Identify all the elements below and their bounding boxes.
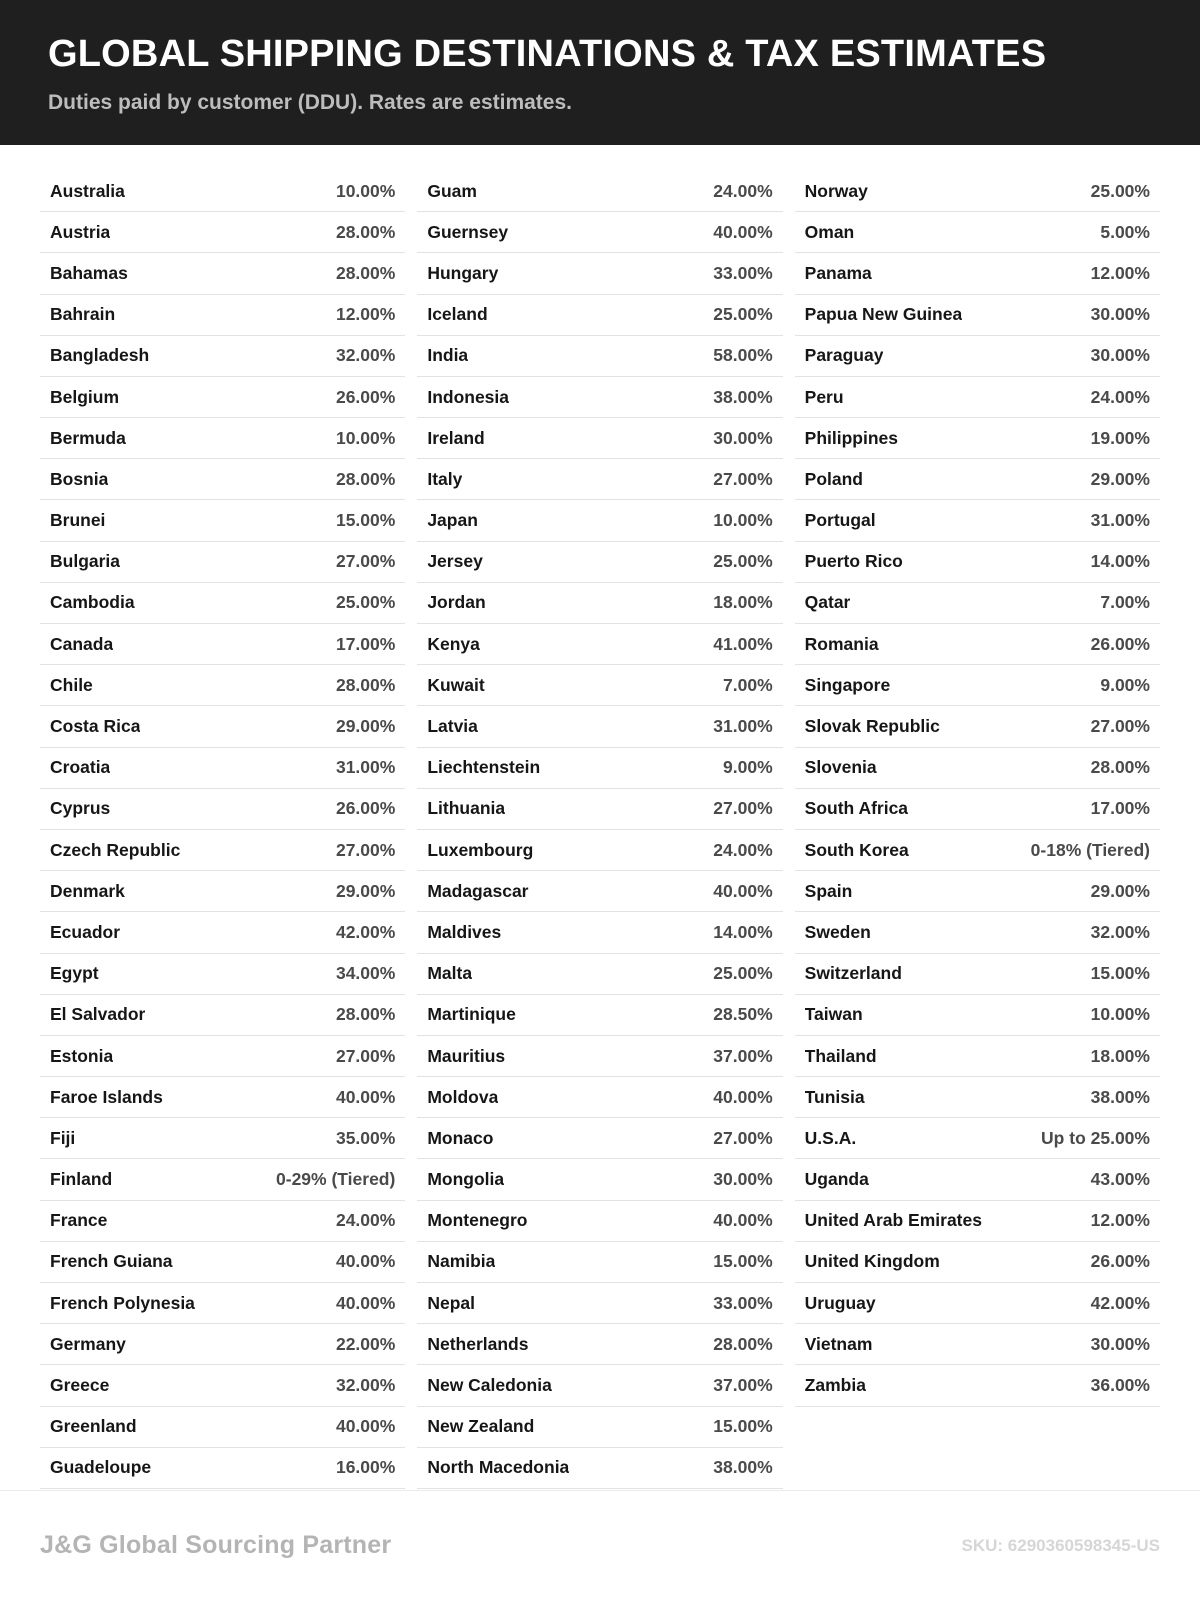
table-row: [417, 377, 782, 418]
table-row: [417, 253, 782, 294]
tax-rate-value: 29.00%: [335, 880, 396, 901]
tax-rate-value: 28.00%: [335, 1004, 396, 1025]
country-name: New Zealand: [427, 1416, 535, 1437]
tax-rate-value: 58.00%: [713, 345, 773, 366]
table-row: [417, 830, 782, 871]
table-row: [40, 830, 405, 871]
tax-rate-value: 10.00%: [335, 180, 396, 201]
country-name: Panama: [804, 262, 872, 283]
tax-rate-value: 19.00%: [1090, 427, 1150, 448]
table-row: [417, 1324, 782, 1365]
country-name: Finland: [50, 1169, 113, 1190]
table-row: [795, 954, 1160, 995]
tax-rate-value: 29.00%: [1090, 880, 1150, 901]
tax-rate-value: 26.00%: [1090, 633, 1150, 654]
country-name: India: [427, 345, 469, 366]
tax-rate-value: 26.00%: [335, 386, 396, 407]
tax-rate-value: 12.00%: [1090, 262, 1150, 283]
table-row: [40, 542, 405, 583]
table-row: [417, 1036, 782, 1077]
country-name: Netherlands: [427, 1333, 529, 1354]
tax-rate-value: 26.00%: [1090, 1251, 1150, 1272]
table-row: [417, 212, 782, 253]
country-name: Hungary: [427, 262, 499, 283]
country-name: Romania: [804, 633, 879, 654]
tax-rate-value: 40.00%: [713, 880, 773, 901]
country-name: Croatia: [50, 757, 111, 778]
tax-rate-value: 18.00%: [1090, 1045, 1150, 1066]
table-row: [40, 1159, 405, 1200]
country-name: Monaco: [427, 1127, 494, 1148]
table-row: [40, 1283, 405, 1324]
country-name: Puerto Rico: [804, 551, 903, 572]
tax-rate-value: 32.00%: [335, 345, 396, 366]
page-header: [0, 0, 1200, 145]
rates-column: [40, 171, 405, 1489]
country-name: Bermuda: [50, 427, 126, 448]
table-row: [795, 624, 1160, 665]
tax-rate-value: 27.00%: [713, 798, 773, 819]
tax-rate-value: 40.00%: [335, 1292, 396, 1313]
country-name: French Guiana: [50, 1251, 173, 1272]
tax-rate-value: 9.00%: [723, 757, 773, 778]
tax-rate-value: 34.00%: [335, 963, 396, 984]
country-name: Malta: [427, 963, 473, 984]
country-name: Kenya: [427, 633, 480, 654]
country-name: Ireland: [427, 427, 485, 448]
country-name: Madagascar: [427, 880, 529, 901]
tax-rate-value: 28.00%: [1090, 757, 1150, 778]
tax-rate-value: 14.00%: [1090, 551, 1150, 572]
table-row: [40, 1201, 405, 1242]
table-row: [417, 171, 782, 212]
country-name: Guam: [427, 180, 477, 201]
country-name: El Salvador: [50, 1004, 146, 1025]
tax-rate-value: 15.00%: [713, 1251, 773, 1272]
tax-rate-value: 38.00%: [713, 1457, 773, 1478]
page-footer: [0, 1490, 1200, 1600]
country-name: Belgium: [50, 386, 120, 407]
table-row: [795, 253, 1160, 294]
country-name: Oman: [804, 221, 855, 242]
country-name: Egypt: [50, 963, 99, 984]
country-name: Germany: [50, 1333, 126, 1354]
country-name: Slovak Republic: [804, 716, 940, 737]
tax-rate-value: 28.00%: [335, 674, 396, 695]
country-name: U.S.A.: [804, 1127, 857, 1148]
table-row: [40, 995, 405, 1036]
country-name: Australia: [50, 180, 125, 201]
country-name: Papua New Guinea: [804, 304, 963, 325]
tax-rate-value: 37.00%: [713, 1375, 773, 1396]
page-title: GLOBAL SHIPPING DESTINATIONS & TAX ESTIMATES: [48, 33, 1047, 75]
country-name: Taiwan: [804, 1004, 863, 1025]
tax-rate-value: 28.00%: [713, 1333, 773, 1354]
tax-rate-value: 38.00%: [713, 386, 773, 407]
tax-rate-value: 28.00%: [335, 221, 396, 242]
rates-main: [0, 145, 1200, 1600]
table-row: [417, 789, 782, 830]
tax-rate-value: 33.00%: [713, 262, 773, 283]
table-row: [795, 665, 1160, 706]
table-row: [417, 954, 782, 995]
tax-rate-value: 40.00%: [335, 1251, 396, 1272]
table-row: [40, 912, 405, 953]
country-name: Uruguay: [804, 1292, 876, 1313]
table-row: [417, 706, 782, 747]
country-name: Mauritius: [427, 1045, 506, 1066]
country-name: Namibia: [427, 1251, 496, 1272]
country-name: Guernsey: [427, 221, 509, 242]
table-row: [795, 1283, 1160, 1324]
table-row: [417, 1159, 782, 1200]
country-name: Martinique: [427, 1004, 516, 1025]
tax-rate-value: 17.00%: [335, 633, 396, 654]
table-row: [417, 665, 782, 706]
table-row: [40, 624, 405, 665]
country-name: Portugal: [804, 510, 876, 531]
tax-rate-value: 24.00%: [713, 180, 773, 201]
table-row: [795, 459, 1160, 500]
tax-rate-value: 27.00%: [335, 839, 396, 860]
tax-rate-value: 40.00%: [713, 221, 773, 242]
tax-rate-value: 32.00%: [1090, 921, 1150, 942]
country-name: Austria: [50, 221, 111, 242]
table-row: [417, 459, 782, 500]
tax-rate-value: 10.00%: [1090, 1004, 1150, 1025]
country-name: Montenegro: [427, 1210, 528, 1231]
tax-rate-value: 42.00%: [1090, 1292, 1150, 1313]
country-name: Chile: [50, 674, 93, 695]
table-row: [795, 1242, 1160, 1283]
country-name: Jersey: [427, 551, 483, 572]
country-name: Singapore: [804, 674, 891, 695]
country-name: Faroe Islands: [50, 1086, 163, 1107]
country-name: Mongolia: [427, 1169, 505, 1190]
country-name: Uganda: [804, 1169, 869, 1190]
table-row: [795, 706, 1160, 747]
table-row: [795, 789, 1160, 830]
tax-rate-value: 24.00%: [335, 1210, 396, 1231]
tax-rate-value: 36.00%: [1090, 1375, 1150, 1396]
tax-rate-value: 27.00%: [335, 1045, 396, 1066]
table-row: [417, 1201, 782, 1242]
tax-rate-value: 42.00%: [335, 921, 396, 942]
country-name: Estonia: [50, 1045, 114, 1066]
table-row: [795, 542, 1160, 583]
tax-rate-value: 30.00%: [1090, 345, 1150, 366]
table-row: [417, 1448, 782, 1489]
tax-rate-value: 31.00%: [335, 757, 396, 778]
table-row: [40, 1365, 405, 1406]
tax-rate-value: 30.00%: [1090, 304, 1150, 325]
tax-rate-value: 29.00%: [335, 716, 396, 737]
country-name: Iceland: [427, 304, 488, 325]
table-row: [40, 459, 405, 500]
table-row: [795, 295, 1160, 336]
tax-rate-value: 12.00%: [1090, 1210, 1150, 1231]
table-row: [795, 171, 1160, 212]
table-row: [417, 995, 782, 1036]
country-name: Thailand: [804, 1045, 877, 1066]
country-name: Bangladesh: [50, 345, 150, 366]
country-name: Spain: [804, 880, 853, 901]
tax-rate-value: 27.00%: [1090, 716, 1150, 737]
table-row: [417, 1365, 782, 1406]
table-row: [40, 871, 405, 912]
table-row: [40, 500, 405, 541]
tax-rate-value: 26.00%: [335, 798, 396, 819]
table-row: [795, 1036, 1160, 1077]
tax-rate-value: 30.00%: [713, 427, 773, 448]
tax-rate-value: 29.00%: [1090, 468, 1150, 489]
page-subtitle: Duties paid by customer (DDU). Rates are estimates.: [48, 90, 572, 114]
country-name: Cambodia: [50, 592, 135, 613]
tax-rate-value: 9.00%: [1100, 674, 1150, 695]
table-row: [417, 748, 782, 789]
country-name: Cyprus: [50, 798, 111, 819]
country-name: Brunei: [50, 510, 106, 531]
country-name: Kuwait: [427, 674, 485, 695]
country-name: North Macedonia: [427, 1457, 570, 1478]
country-name: Qatar: [804, 592, 851, 613]
table-row: [40, 748, 405, 789]
table-row: [795, 212, 1160, 253]
country-name: Bosnia: [50, 468, 109, 489]
country-name: Switzerland: [804, 963, 902, 984]
country-name: Canada: [50, 633, 114, 654]
tax-rate-value: 10.00%: [335, 427, 396, 448]
table-row: [795, 1118, 1160, 1159]
table-row: [417, 1283, 782, 1324]
tax-rate-value: 43.00%: [1090, 1169, 1150, 1190]
country-name: Nepal: [427, 1292, 475, 1313]
country-name: Italy: [427, 468, 463, 489]
rates-columns: [40, 171, 1160, 1489]
table-row: [417, 1407, 782, 1448]
table-row: [795, 1324, 1160, 1365]
country-name: Zambia: [804, 1375, 866, 1396]
table-row: [40, 418, 405, 459]
table-row: [795, 995, 1160, 1036]
country-name: Vietnam: [804, 1333, 873, 1354]
tax-rate-value: 27.00%: [713, 468, 773, 489]
country-name: Latvia: [427, 716, 478, 737]
tax-rate-value: 40.00%: [335, 1086, 396, 1107]
table-row: [795, 1201, 1160, 1242]
table-row: [40, 336, 405, 377]
table-row: [795, 1365, 1160, 1406]
table-row: [417, 1118, 782, 1159]
table-row: [40, 665, 405, 706]
table-row: [417, 1077, 782, 1118]
table-row: [40, 1077, 405, 1118]
country-name: Japan: [427, 510, 478, 531]
tax-rate-value: 35.00%: [335, 1127, 396, 1148]
tax-rate-value: 15.00%: [1090, 963, 1150, 984]
table-row: [795, 1077, 1160, 1118]
tax-rate-value: 27.00%: [335, 551, 396, 572]
tax-rate-value: Up to 25.00%: [1041, 1127, 1150, 1148]
table-row: [417, 295, 782, 336]
table-row: [40, 1448, 405, 1489]
tax-rate-value: 15.00%: [713, 1416, 773, 1437]
tax-rate-value: 28.50%: [713, 1004, 773, 1025]
table-row: [40, 954, 405, 995]
tax-rate-value: 24.00%: [713, 839, 773, 860]
table-row: [40, 295, 405, 336]
table-row: [795, 871, 1160, 912]
tax-rate-value: 28.00%: [335, 468, 396, 489]
table-row: [417, 500, 782, 541]
table-row: [795, 377, 1160, 418]
country-name: Ecuador: [50, 921, 121, 942]
tax-rate-value: 25.00%: [335, 592, 396, 613]
tax-rate-value: 24.00%: [1090, 386, 1150, 407]
table-row: [417, 336, 782, 377]
tax-rate-value: 22.00%: [335, 1333, 396, 1354]
table-row: [795, 912, 1160, 953]
tax-rate-value: 16.00%: [335, 1457, 396, 1478]
footer-brand: J&G Global Sourcing Partner: [40, 1531, 392, 1559]
table-row: [40, 1036, 405, 1077]
country-name: Liechtenstein: [427, 757, 541, 778]
table-row: [417, 912, 782, 953]
country-name: United Arab Emirates: [804, 1210, 982, 1231]
country-name: Poland: [804, 468, 863, 489]
tax-rate-value: 31.00%: [713, 716, 773, 737]
table-row: [795, 1159, 1160, 1200]
tax-rate-value: 33.00%: [713, 1292, 773, 1313]
table-row: [795, 500, 1160, 541]
tax-rate-value: 25.00%: [713, 963, 773, 984]
table-row: [795, 336, 1160, 377]
rates-column: [417, 171, 782, 1489]
table-row: [40, 253, 405, 294]
table-row: [40, 1118, 405, 1159]
country-name: United Kingdom: [804, 1251, 940, 1272]
tax-rate-value: 40.00%: [335, 1416, 396, 1437]
country-name: Maldives: [427, 921, 502, 942]
table-row: [417, 583, 782, 624]
table-row: [40, 377, 405, 418]
table-row: [40, 1242, 405, 1283]
country-name: French Polynesia: [50, 1292, 195, 1313]
table-row: [40, 1407, 405, 1448]
table-row: [417, 1242, 782, 1283]
table-row: [795, 583, 1160, 624]
country-name: South Korea: [804, 839, 909, 860]
table-row: [40, 1324, 405, 1365]
table-row: [417, 871, 782, 912]
tax-rate-value: 38.00%: [1090, 1086, 1150, 1107]
tax-rate-value: 30.00%: [713, 1169, 773, 1190]
country-name: Sweden: [804, 921, 871, 942]
country-name: Bulgaria: [50, 551, 121, 572]
footer-sku: SKU: 6290360598345-US: [961, 1535, 1160, 1555]
country-name: Bahrain: [50, 304, 116, 325]
tax-rate-value: 37.00%: [713, 1045, 773, 1066]
tax-rate-value: 0-18% (Tiered): [1030, 839, 1150, 860]
tax-rate-value: 28.00%: [335, 262, 396, 283]
tax-rate-value: 5.00%: [1100, 221, 1150, 242]
country-name: Norway: [804, 180, 868, 201]
tax-rate-value: 18.00%: [713, 592, 773, 613]
country-name: Paraguay: [804, 345, 884, 366]
table-row: [40, 789, 405, 830]
country-name: New Caledonia: [427, 1375, 552, 1396]
country-name: Greenland: [50, 1416, 137, 1437]
country-name: Philippines: [804, 427, 899, 448]
table-row: [795, 418, 1160, 459]
country-name: Czech Republic: [50, 839, 181, 860]
table-row: [40, 212, 405, 253]
country-name: Guadeloupe: [50, 1457, 152, 1478]
tax-rate-value: 41.00%: [713, 633, 773, 654]
country-name: Costa Rica: [50, 716, 141, 737]
tax-rate-value: 25.00%: [1090, 180, 1150, 201]
country-name: Denmark: [50, 880, 125, 901]
tax-rate-value: 40.00%: [713, 1210, 773, 1231]
table-row: [417, 542, 782, 583]
tax-rate-value: 10.00%: [713, 510, 773, 531]
tax-rate-value: 40.00%: [713, 1086, 773, 1107]
country-name: Moldova: [427, 1086, 499, 1107]
country-name: France: [50, 1210, 108, 1231]
tax-rate-value: 14.00%: [713, 921, 773, 942]
country-name: Jordan: [427, 592, 486, 613]
rates-column: [795, 171, 1160, 1407]
tax-rate-value: 7.00%: [1100, 592, 1150, 613]
country-name: Tunisia: [804, 1086, 865, 1107]
country-name: Lithuania: [427, 798, 506, 819]
table-row: [417, 418, 782, 459]
table-row: [795, 748, 1160, 789]
tax-rate-value: 25.00%: [713, 304, 773, 325]
tax-rate-value: 31.00%: [1090, 510, 1150, 531]
table-row: [40, 706, 405, 747]
table-row: [795, 830, 1160, 871]
tax-rate-value: 15.00%: [335, 510, 396, 531]
table-row: [40, 583, 405, 624]
tax-rate-value: 30.00%: [1090, 1333, 1150, 1354]
tax-rate-value: 32.00%: [335, 1375, 396, 1396]
country-name: Greece: [50, 1375, 110, 1396]
country-name: Peru: [804, 386, 844, 407]
table-row: [417, 624, 782, 665]
country-name: Fiji: [50, 1127, 76, 1148]
tax-rate-value: 0-29% (Tiered): [276, 1169, 396, 1190]
country-name: South Africa: [804, 798, 909, 819]
table-row: [40, 171, 405, 212]
country-name: Indonesia: [427, 386, 510, 407]
country-name: Bahamas: [50, 262, 128, 283]
tax-rate-value: 27.00%: [713, 1127, 773, 1148]
tax-rate-value: 7.00%: [723, 674, 773, 695]
tax-rate-value: 12.00%: [335, 304, 396, 325]
tax-rate-value: 17.00%: [1090, 798, 1150, 819]
tax-rate-value: 25.00%: [713, 551, 773, 572]
country-name: Slovenia: [804, 757, 877, 778]
country-name: Luxembourg: [427, 839, 534, 860]
